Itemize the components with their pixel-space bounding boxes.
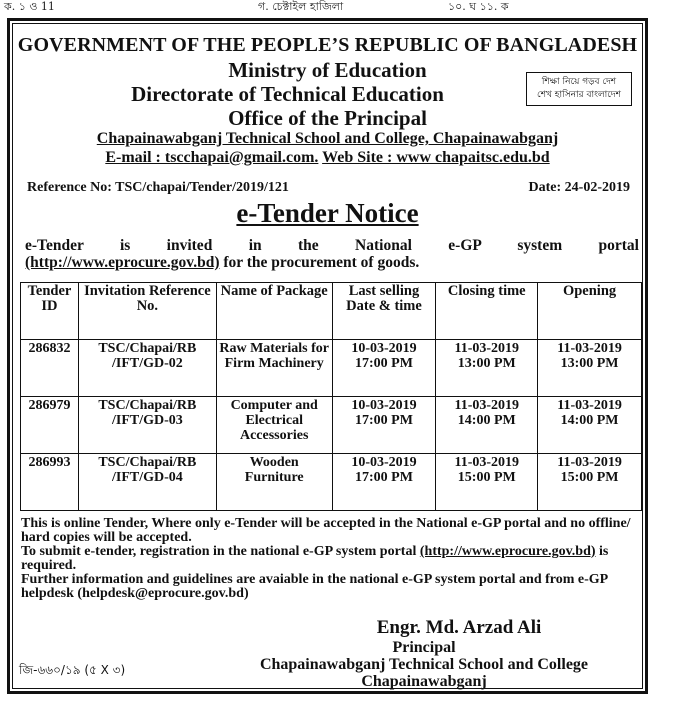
slogan-badge (526, 72, 632, 106)
top-right-text: ১০. ঘ ১১. ক (448, 0, 509, 13)
notice-inner-border (12, 23, 643, 689)
notice-date: Date: 24-02-2019 (528, 180, 630, 195)
table-header-row (21, 283, 642, 340)
eprocure-link-footer[interactable]: (http://www.eprocure.gov.bd) (419, 544, 596, 559)
government-heading: GOVERNMENT OF THE PEOPLE’S REPUBLIC OF BANGLADESH (17, 34, 638, 56)
footer-note-2-start: To submit e-tender, registration in the national e-GP system portal (21, 544, 420, 559)
email-link[interactable]: E-mail : tscchapai@gmail.com. (105, 149, 319, 166)
reference-number: Reference No: TSC/chapai/Tender/2019/121 (27, 180, 289, 195)
package-cell: Raw Materials for Firm Machinery (216, 340, 332, 397)
intro-rest: for the procurement of goods. (219, 254, 420, 271)
signature-block (214, 617, 634, 690)
directorate-heading: Directorate of Technical Education (131, 82, 444, 106)
last-selling-cell: 10-03-2019 17:00 PM (332, 454, 436, 511)
intro-line-1: e-Tender is invited in the National e-GP system portal (25, 237, 639, 254)
table-row (21, 397, 642, 454)
invitation-ref-cell: TSC/Chapai/RB /IFT/GD-03 (78, 397, 216, 454)
top-center-text: গ. চেক্টাইল হাজিলা (258, 0, 344, 13)
footer-note-2 (21, 545, 645, 573)
notice-frame (7, 18, 648, 694)
badge-line-1: শিক্ষা নিয়ে গড়ব দেশ (541, 77, 617, 87)
col-header-last-selling: Last selling Date & time (332, 283, 436, 340)
opening-cell: 11-03-2019 14:00 PM (538, 397, 642, 454)
badge-line-2: শেখ হাসিনার বাংলাদেশ (537, 90, 621, 100)
notice-title: e-Tender Notice (236, 198, 419, 228)
top-left-text: ক. ১ ও 11 (4, 0, 55, 13)
tender-table (20, 282, 642, 511)
tender-id-cell: 286832 (21, 340, 79, 397)
col-header-opening: Opening (538, 283, 642, 340)
opening-cell: 11-03-2019 13:00 PM (538, 340, 642, 397)
website-link[interactable]: Web Site : www chapaitsc.edu.bd (322, 149, 550, 166)
footer-note-1: This is online Tender, Where only e-Tender will be accepted in the National e-GP portal and no offline/ hard copies will be accepted. (21, 516, 631, 545)
col-header-package: Name of Package (216, 283, 332, 340)
col-header-tender-id: Tender ID (21, 283, 79, 340)
footer-notes (21, 517, 645, 601)
closing-cell: 11-03-2019 13:00 PM (436, 340, 538, 397)
ministry-heading: Ministry of Education (228, 58, 427, 82)
eprocure-link[interactable]: (http://www.eprocure.gov.bd) (25, 254, 220, 271)
signatory-title: Principal (392, 639, 456, 656)
table-row (21, 340, 642, 397)
col-header-closing: Closing time (436, 283, 538, 340)
package-cell: Computer and Electrical Accessories (216, 397, 332, 454)
closing-cell: 11-03-2019 15:00 PM (436, 454, 538, 511)
tender-id-cell: 286993 (21, 454, 79, 511)
signatory-name: Engr. Md. Arzad Ali (376, 617, 542, 638)
opening-cell: 11-03-2019 15:00 PM (538, 454, 642, 511)
table-row (21, 454, 642, 511)
footer-note-3: Further information and guidelines are avaiable in the national e-GP system portal and from e-GP helpdesk (helpdesk@eprocure.gov.bd) (21, 572, 608, 601)
last-selling-cell: 10-03-2019 17:00 PM (332, 397, 436, 454)
footer-note-2-end: is required. (21, 544, 609, 573)
package-cell: Wooden Furniture (216, 454, 332, 511)
col-header-invitation-ref: Invitation Reference No. (78, 283, 216, 340)
signatory-institution: Chapainawabganj Technical School and College (259, 656, 589, 673)
office-heading: Office of the Principal (228, 106, 427, 130)
signatory-place: Chapainawabganj (361, 673, 487, 690)
top-strip (0, 0, 675, 12)
closing-cell: 11-03-2019 14:00 PM (436, 397, 538, 454)
last-selling-cell: 10-03-2019 17:00 PM (332, 340, 436, 397)
govt-print-code: জি-৬৬০/১৯ (৫ X ৩) (19, 663, 126, 677)
invitation-ref-cell: TSC/Chapai/RB /IFT/GD-04 (78, 454, 216, 511)
institution-heading: Chapainawabganj Technical School and College, Chapainawabganj (96, 130, 559, 147)
intro-paragraph (25, 237, 639, 271)
invitation-ref-cell: TSC/Chapai/RB /IFT/GD-02 (78, 340, 216, 397)
contact-line (13, 149, 642, 167)
tender-id-cell: 286979 (21, 397, 79, 454)
